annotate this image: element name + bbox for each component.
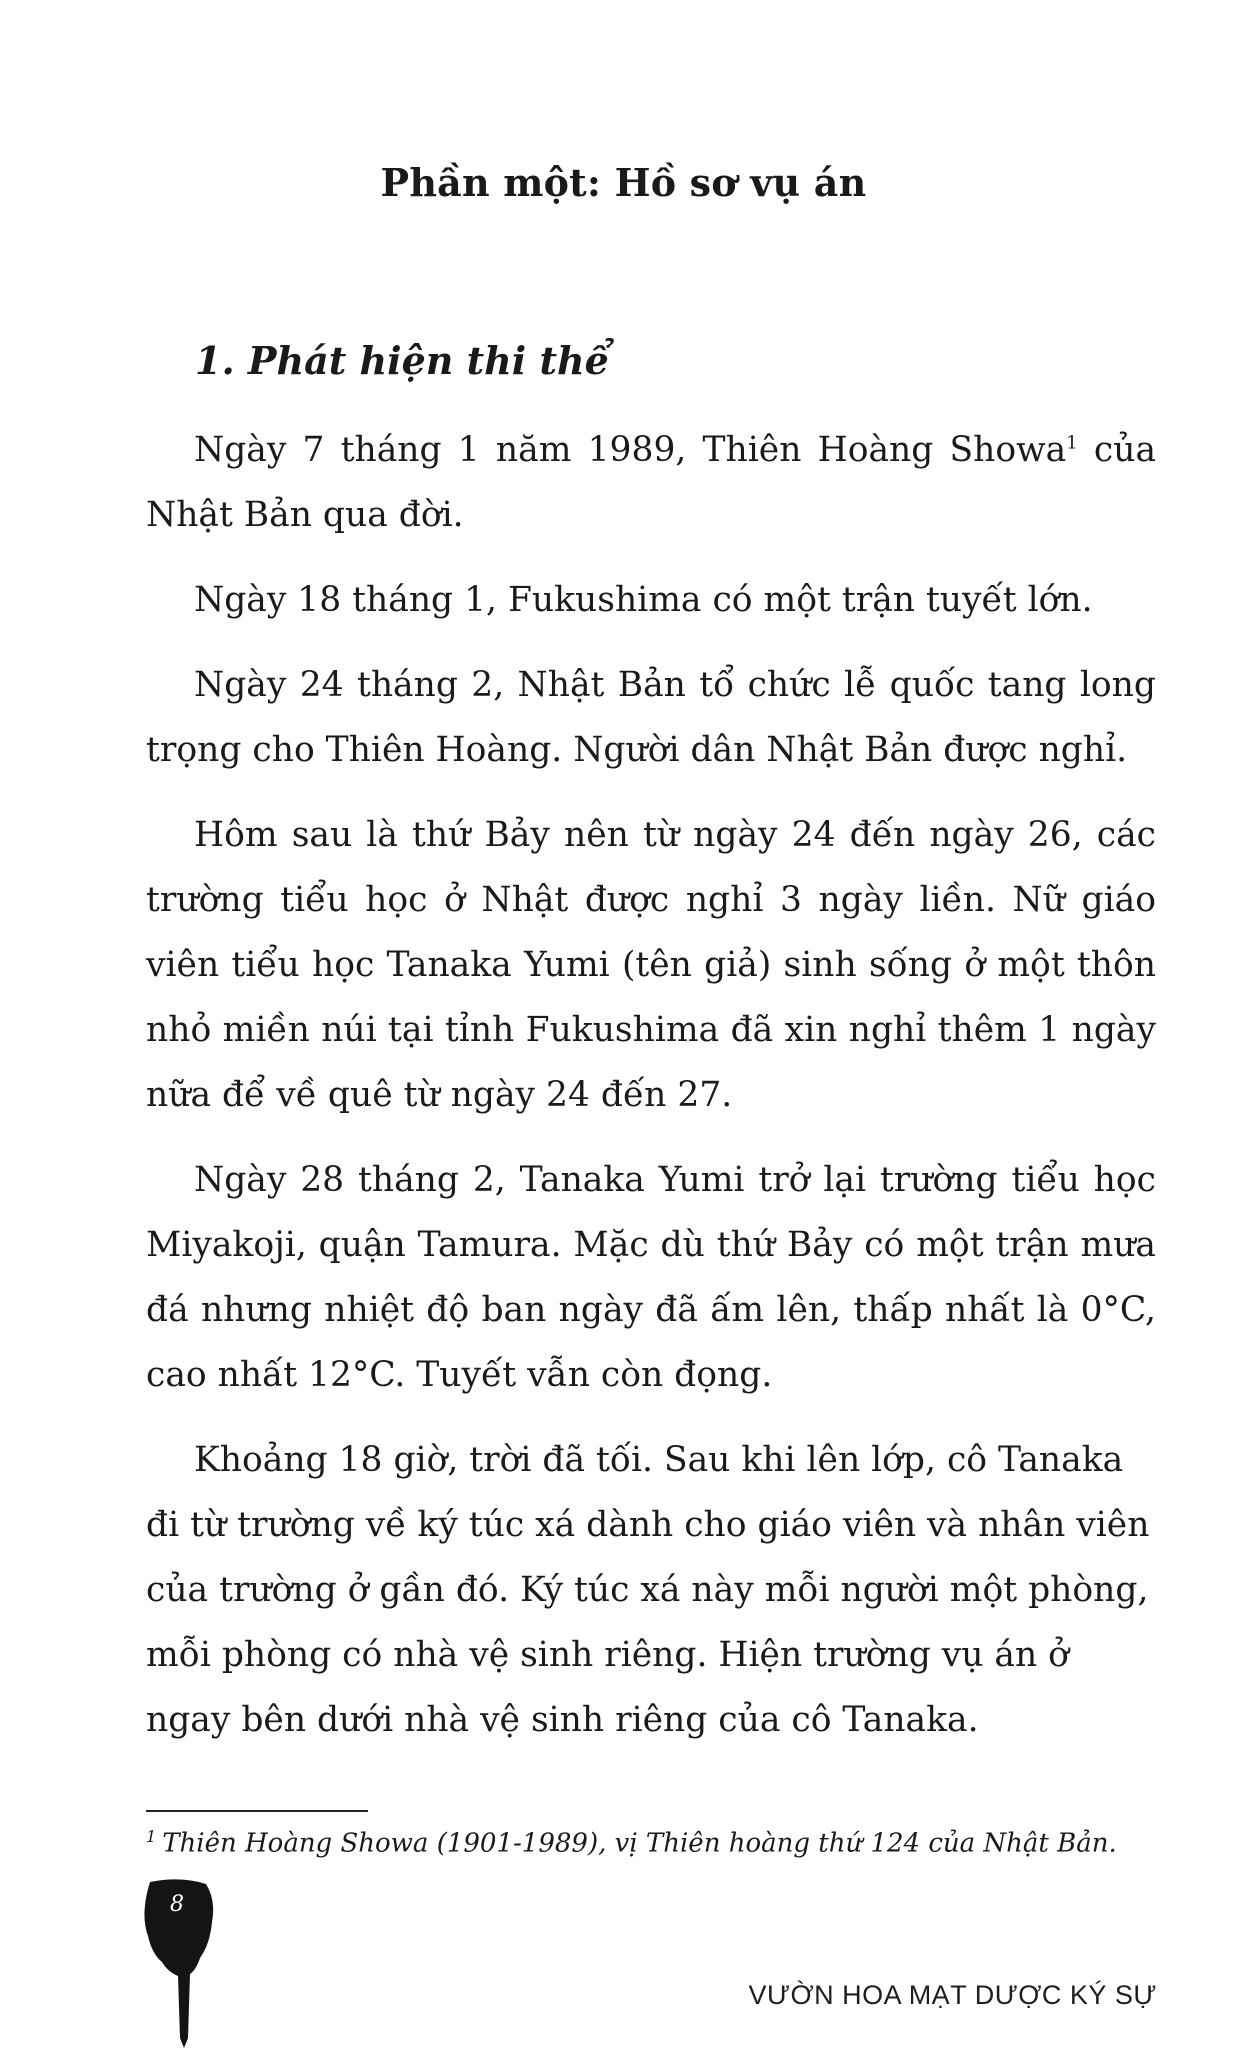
footnote-text: Thiên Hoàng Showa (1901-1989), vị Thiên hoàng thứ 124 của Nhật Bản.: [162, 1828, 1117, 1859]
page-number: 8: [170, 1892, 184, 1917]
footnote: [146, 1827, 1156, 1859]
part-title: Phần một: Hồ sơ vụ án: [380, 160, 867, 205]
running-title: VƯỜN HOA MẠT DƯỢC KÝ SỰ: [748, 1980, 1157, 2010]
body-text: [146, 418, 1156, 1773]
paragraph-5: Ngày 28 tháng 2, Tanaka Yumi trở lại trường tiểu học Miyakoji, quận Tamura. Mặc dù thứ Bảy có một trận mưa đá nhưng nhiệt độ ban ngày đã ấm lên, thấp nhất là 0°C, cao nhất 12°C. Tuyết vẫn còn đọng.: [146, 1160, 1156, 1395]
paragraph-1-text-end: của Nhật Bản qua đời.: [146, 430, 1157, 535]
paragraph-1: [146, 418, 1156, 548]
paragraph-2: Ngày 18 tháng 1, Fukushima có một trận tuyết lớn.: [194, 580, 1093, 620]
paragraph-4: Hôm sau là thứ Bảy nên từ ngày 24 đến ngày 26, các trường tiểu học ở Nhật được nghỉ 3 ngày liền. Nữ giáo viên tiểu học Tanaka Yumi (tên giả) sinh sống ở một thôn nhỏ miền núi tại tỉnh Fukushima đã xin nghỉ thêm 1 ngày nữa để về quê từ ngày 24 đến 27.: [146, 815, 1156, 1115]
paragraph-1-text: Ngày 7 tháng 1 năm 1989, Thiên Hoàng Showa: [194, 430, 1067, 470]
footnote-reference: 1: [1066, 432, 1078, 454]
section-heading: 1. Phát hiện thi thể: [195, 338, 609, 383]
footnote-mark: 1: [146, 1827, 157, 1846]
paragraph-3: Ngày 24 tháng 2, Nhật Bản tổ chức lễ quốc tang long trọng cho Thiên Hoàng. Người dân Nhật Bản được nghỉ.: [146, 665, 1156, 770]
footnote-divider: [146, 1810, 368, 1812]
paragraph-6: Khoảng 18 giờ, trời đã tối. Sau khi lên lớp, cô Tanaka đi từ trường về ký túc xá dành cho giáo viên và nhân viên của trường ở gần đó. Ký túc xá này mỗi người một phòng, mỗi phòng có nhà vệ sinh riêng. Hiện trường vụ án ở ngay bên dưới nhà vệ sinh riêng của cô Tanaka.: [146, 1440, 1150, 1740]
